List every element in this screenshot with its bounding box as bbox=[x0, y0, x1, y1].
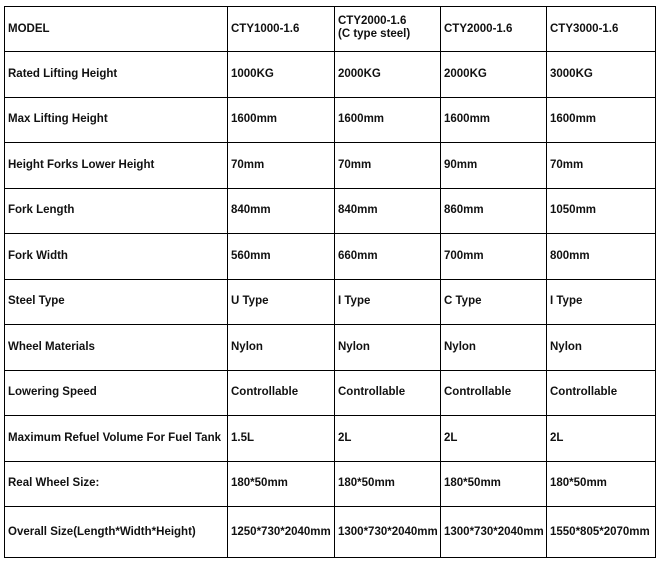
table-row bbox=[5, 279, 656, 325]
table-cell: 840mm bbox=[335, 188, 441, 234]
table-cell: 180*50mm bbox=[335, 461, 441, 507]
table-cell: 70mm bbox=[547, 143, 656, 189]
model-header: CTY2000-1.6 bbox=[441, 7, 547, 52]
table-cell: C Type bbox=[441, 279, 547, 325]
table-row bbox=[5, 370, 656, 416]
table-row bbox=[5, 97, 656, 143]
spec-table bbox=[4, 6, 656, 558]
row-label: Steel Type bbox=[5, 279, 228, 325]
model-header: CTY1000-1.6 bbox=[228, 7, 335, 52]
table-cell: Nylon bbox=[547, 325, 656, 371]
table-cell: 1300*730*2040mm bbox=[335, 507, 441, 558]
row-label: Real Wheel Size: bbox=[5, 461, 228, 507]
table-cell: 1550*805*2070mm bbox=[547, 507, 656, 558]
table-cell: 1300*730*2040mm bbox=[441, 507, 547, 558]
table-cell: 90mm bbox=[441, 143, 547, 189]
table-cell: 1600mm bbox=[335, 97, 441, 143]
table-row bbox=[5, 188, 656, 234]
table-cell: Nylon bbox=[441, 325, 547, 371]
row-label: Fork Width bbox=[5, 234, 228, 280]
table-cell: 2000KG bbox=[335, 52, 441, 98]
table-cell: Controllable bbox=[441, 370, 547, 416]
table-cell: 1000KG bbox=[228, 52, 335, 98]
row-label: Overall Size(Length*Width*Height) bbox=[5, 507, 228, 558]
model-header-line2: (C type steel) bbox=[338, 28, 411, 40]
table-cell: 1.5L bbox=[228, 416, 335, 462]
table-cell: 840mm bbox=[228, 188, 335, 234]
table-cell: 1050mm bbox=[547, 188, 656, 234]
table-cell: U Type bbox=[228, 279, 335, 325]
table-cell: Controllable bbox=[547, 370, 656, 416]
table-cell: 70mm bbox=[335, 143, 441, 189]
header-row bbox=[5, 7, 656, 52]
model-header-line1: CTY2000-1.6 bbox=[338, 15, 407, 27]
row-label: Wheel Materials bbox=[5, 325, 228, 371]
table-cell: Nylon bbox=[228, 325, 335, 371]
table-cell: 560mm bbox=[228, 234, 335, 280]
table-cell: 180*50mm bbox=[547, 461, 656, 507]
table-cell: 1600mm bbox=[547, 97, 656, 143]
row-label: Lowering Speed bbox=[5, 370, 228, 416]
table-cell: 860mm bbox=[441, 188, 547, 234]
table-cell: 1600mm bbox=[228, 97, 335, 143]
model-header: CTY3000-1.6 bbox=[547, 7, 656, 52]
table-cell: I Type bbox=[547, 279, 656, 325]
table-row bbox=[5, 234, 656, 280]
table-row bbox=[5, 52, 656, 98]
table-row bbox=[5, 325, 656, 371]
table-cell: 2000KG bbox=[441, 52, 547, 98]
table-row bbox=[5, 416, 656, 462]
row-label: Fork Length bbox=[5, 188, 228, 234]
table-cell: 2L bbox=[335, 416, 441, 462]
table-cell: 660mm bbox=[335, 234, 441, 280]
table-cell: I Type bbox=[335, 279, 441, 325]
table-cell: 180*50mm bbox=[228, 461, 335, 507]
row-label: Height Forks Lower Height bbox=[5, 143, 228, 189]
table-cell: 1250*730*2040mm bbox=[228, 507, 335, 558]
table-cell: Controllable bbox=[335, 370, 441, 416]
row-label: Max Lifting Height bbox=[5, 97, 228, 143]
table-row bbox=[5, 507, 656, 558]
model-header bbox=[335, 7, 441, 52]
row-label: Rated Lifting Height bbox=[5, 52, 228, 98]
table-cell: 180*50mm bbox=[441, 461, 547, 507]
table-cell: 2L bbox=[547, 416, 656, 462]
table-cell: 1600mm bbox=[441, 97, 547, 143]
table-cell: 800mm bbox=[547, 234, 656, 280]
row-label: Maximum Refuel Volume For Fuel Tank bbox=[5, 416, 228, 462]
table-row bbox=[5, 143, 656, 189]
table-cell: 70mm bbox=[228, 143, 335, 189]
table-row bbox=[5, 461, 656, 507]
table-cell: Controllable bbox=[228, 370, 335, 416]
table-cell: 700mm bbox=[441, 234, 547, 280]
header-label: MODEL bbox=[5, 7, 228, 52]
table-cell: Nylon bbox=[335, 325, 441, 371]
table-cell: 2L bbox=[441, 416, 547, 462]
table-cell: 3000KG bbox=[547, 52, 656, 98]
